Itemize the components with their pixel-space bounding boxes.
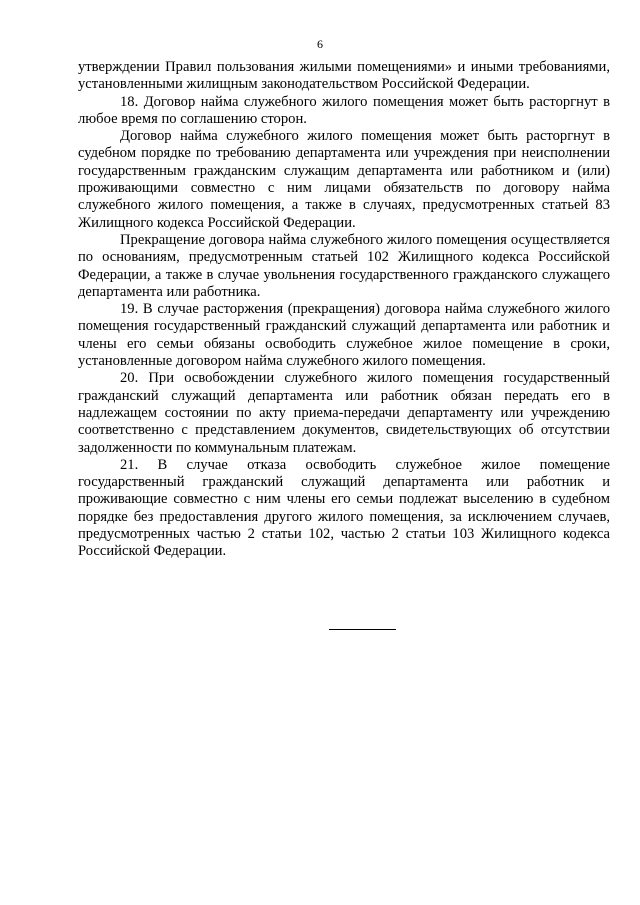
paragraph-item-20: 20. При освобождении служебного жилого помещения государственный гражданский служащий департамента или работник обязан передать его в надлежащем состоянии по акту приема-передачи департаменту или учреждению соответственно с представлением документов, свидетельствующих об отсутствии задолженности по коммунальным платежам.: [78, 370, 610, 456]
paragraph-item-19: 19. В случае расторжения (прекращения) договора найма служебного жилого помещения государственный гражданский служащий департамента или работник и члены его семьи обязаны освободить служебное жилое помещение в сроки, установленные договором найма служебного жилого помещения.: [78, 301, 610, 370]
paragraph-termination-grounds: Прекращение договора найма служебного жилого помещения осуществляется по основаниям, предусмотренным статьей 102 Жилищного кодекса Российской Федерации, а также в случае увольнения государственного гражданского служащего департамента или работника.: [78, 231, 610, 300]
paragraph-item-18: 18. Договор найма служебного жилого помещения может быть расторгнут в любое время по соглашению сторон.: [78, 93, 610, 127]
paragraph-continued: утверждении Правил пользования жилыми помещениями» и иными требованиями, установленными жилищным законодательством Российской Федерации.: [78, 59, 610, 93]
document-body: [78, 59, 610, 561]
page-number: 6: [317, 37, 323, 51]
end-separator-line: [329, 629, 396, 630]
paragraph-termination-court: Договор найма служебного жилого помещения может быть расторгнут в судебном порядке по требованию департамента или учреждения при неисполнении государственным гражданским служащим департамента или работником и (или) проживающими совместно с ним лицами обязательств по договору найма служебного жилого помещения, а также в случаях, предусмотренных статьей 83 Жилищного кодекса Российской Федерации.: [78, 128, 610, 231]
paragraph-item-21: 21. В случае отказа освободить служебное жилое помещение государственный гражданский служащий департамента или работник и проживающие совместно с ним члены его семьи подлежат выселению в судебном порядке без предоставления другого жилого помещения, за исключением случаев, предусмотренных частью 2 статьи 102, частью 2 статьи 103 Жилищного кодекса Российской Федерации.: [78, 456, 610, 560]
